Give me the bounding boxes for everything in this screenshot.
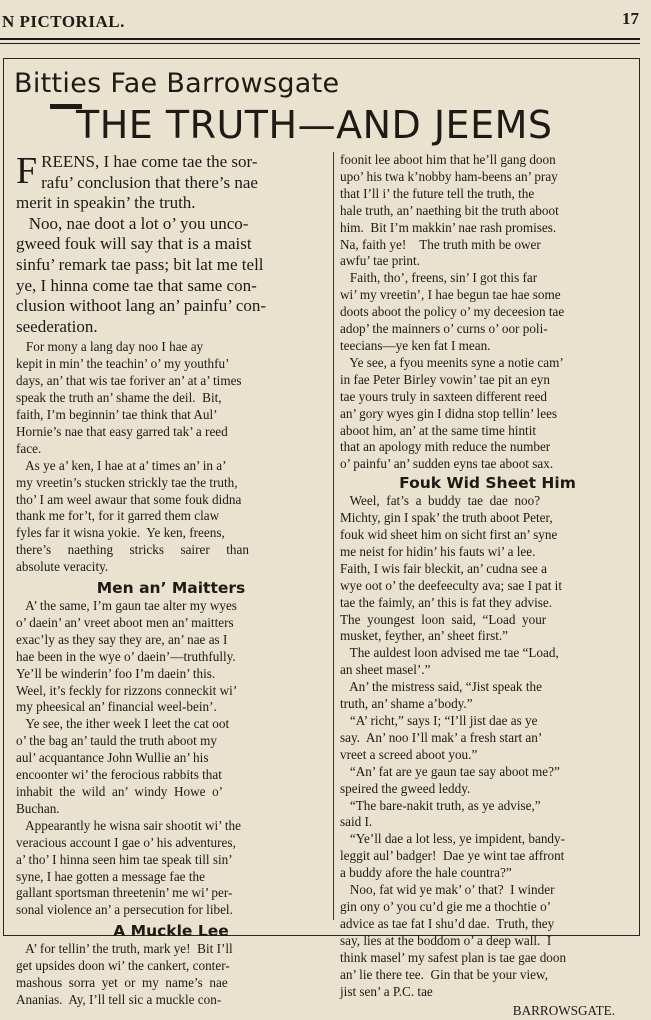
header-rule-thin (0, 43, 640, 44)
text-line: “A’ richt,” says I; “I’ll jist dae as ye (340, 713, 538, 728)
text-line: Noo, fat wid ye mak’ o’ that? I winder (340, 882, 555, 898)
text-line: faith, I’m beginnin’ tae think that Aul’ (16, 406, 218, 422)
text-line: o’ daein’ an’ vreet aboot men an’ maitters (16, 614, 234, 630)
text-line: inhabit the wild an’ windy Howe o’ (16, 784, 224, 799)
text-line: aul’ acquantance John Wullie an’ his (16, 750, 209, 766)
text-line: Appearantly he wisna sair shootit wi’ the (16, 817, 241, 833)
text-line: “The bare-nakit truth, as ye advise,” (340, 797, 541, 813)
subhead-fouk-wid-sheet-him: Fouk Wid Sheet Him (399, 474, 576, 493)
text-line: Hornie’s nae that easy garred tak’ a reed (16, 423, 228, 439)
text-line: thank me for’t, for it garred them claw (16, 508, 220, 524)
text-line: exac’ly as they say they are, an’ nae as I (16, 631, 228, 647)
page-number: 17 (622, 9, 639, 28)
text-line: truth, an’ shame a’body.” (340, 696, 473, 712)
text-line: hae been in the wye o’ daein’—truthfully. (16, 648, 236, 664)
article-kicker: Bitties Fae Barrowsgate (14, 68, 340, 99)
text-line: Weel, it’s feckly for rizzons conneckit wi’ (16, 682, 238, 698)
text-line: ye, I hinna come tae that same con- (16, 275, 257, 295)
text-line: Buchan. (16, 800, 60, 816)
text-line: The youngest loon said, “Load your (340, 611, 547, 627)
text-line: mashous sorra yet or my name’s nae (16, 975, 228, 991)
text-line: that I’ll i’ the future tell the truth, the (340, 185, 535, 201)
text-line: “An’ fat are ye gaun tae say aboot me?” (340, 763, 560, 779)
text-line: that an apology mith reduce the number (340, 439, 551, 455)
text-line: an’ gory wyes gin I didna stop tellin’ lees (340, 405, 558, 421)
text-line: merit in speakin’ the truth. (16, 193, 196, 213)
text-line: foonit lee aboot him that he’ll gang doon (340, 152, 556, 167)
text-line: sonal violence an’ a persecution for libel. (16, 902, 233, 918)
text-line: wi’ my vreetin’, I hae begun tae hae some (340, 287, 561, 303)
text-line: Faith, I wis fair bleckit, an’ cudna see a (340, 560, 548, 576)
text-line: absolute veracity. (16, 559, 109, 575)
text-line: vreet a screed aboot you.” (340, 746, 478, 762)
left-body-2 (16, 598, 326, 919)
text-line: me neist for hidin’ his fauts wi’ a lee. (340, 543, 536, 559)
text-line: said I. (340, 814, 373, 830)
page-header (0, 0, 651, 38)
text-line: doots aboot the policy o’ my deceesion tae (340, 304, 565, 320)
text-line: encoonter wi’ the ferocious rabbits that (16, 767, 222, 783)
text-line: Ye see, the ither week I leet the cat oot (16, 716, 230, 732)
article-headline: THE TRUTH—AND JEEMS (76, 103, 553, 147)
text-line: Faith, tho’, freens, sin’ I got this far (340, 270, 538, 286)
text-line: leggit aul’ badger! Dae ye wint tae affront (340, 848, 565, 864)
text-line: kepit in min’ the teachin’ o’ my youthfu’ (16, 356, 230, 372)
text-line: o’ the bag an’ tauld the truth aboot my (16, 733, 217, 749)
text-line: fyles far it wisna yokie. Ye ken, freens, (16, 525, 225, 541)
text-line: o’ painfu’ an’ sudden eyns tae aboot sax. (340, 456, 554, 472)
intro-lines (16, 152, 326, 337)
text-line: get upsides doon wi’ the cankert, conter- (16, 958, 230, 974)
text-line: teecians—ye ken fat I mean. (340, 337, 491, 353)
right-body-1 (340, 152, 635, 473)
right-column (340, 152, 635, 1020)
text-line: awfu’ tae print. (340, 253, 420, 269)
text-line: days, an’ that wis tae foriver an’ at a’ times (16, 373, 242, 389)
text-line: say. An’ noo I’ll mak’ a fresh start an’ (340, 729, 543, 745)
text-line: sinfu’ remark tae pass; bit lat me tell (16, 254, 264, 274)
text-line: a buddy afore the hale countra?” (340, 865, 512, 881)
text-line: aboot him, an’ at the same time hintit (340, 422, 537, 438)
drop-cap: F (16, 150, 38, 192)
text-line: say, lies at the boddom o’ a deep wall. I (340, 932, 552, 948)
text-line: jist sen’ a P.C. tae (340, 983, 433, 999)
text-line: a’ tho’ I hinna seen him tae speak till sin’ (16, 851, 233, 867)
text-line: Na, faith ye! The truth mith be ower (340, 236, 541, 252)
text-line: “Ye’ll dae a lot less, ye impident, bandy- (340, 831, 565, 847)
text-line: veracious account I gae o’ his adventures, (16, 834, 236, 850)
text-line: in fae Peter Birley vowin’ tae pit an eyn (340, 371, 550, 387)
text-line: syne, I hae gotten a message fae the (16, 868, 205, 884)
text-line: rafu’ conclusion that there’s nae (41, 172, 258, 192)
text-line: clusion withoot lang an’ painfu’ con- (16, 296, 267, 316)
text-line: think masel’ my safest plan is tae gae doon (340, 949, 567, 965)
header-rule (0, 38, 640, 40)
column-divider (333, 152, 334, 920)
text-line: hale truth, an’ naething bit the truth aboot (340, 202, 559, 218)
text-line: gweed fouk will say that is a maist (16, 234, 252, 254)
text-line: adop’ the mainners o’ curns o’ oor poli- (340, 321, 548, 337)
text-line: there’s naething stricks sairer than (16, 542, 249, 558)
text-line: an sheet masel’.” (340, 662, 431, 678)
text-line: upo’ his twa k’nobby ham-beens an’ pray (340, 168, 558, 184)
text-line: gin ony o’ you cu’d gie me a thochtie o’ (340, 898, 552, 914)
left-column (16, 152, 326, 1009)
subhead-men-an-maitters: Men an’ Maitters (96, 579, 246, 598)
text-line: A’ the same, I’m gaun tae alter my wyes (16, 598, 237, 614)
text-line: tae the faimly, an’ this is fat they advise. (340, 594, 553, 610)
text-line: tae yours truly in saxteen different reed (340, 388, 548, 404)
text-line: Weel, fat’s a buddy tae dae noo? (340, 493, 541, 509)
text-line: A’ for tellin’ the truth, mark ye! Bit I’ll (16, 941, 233, 957)
text-line: an’ lie there tee. Gin that be your view, (340, 966, 548, 982)
left-body-1 (16, 339, 326, 576)
text-line: my vreetin’s stucken strickly tae the truth, (16, 474, 238, 490)
text-line: As ye a’ ken, I hae at a’ times an’ in a’ (16, 457, 227, 473)
section-title: N PICTORIAL. (2, 12, 125, 31)
text-line: The auldest loon advised me tae “Load, (340, 645, 559, 661)
text-line: advice as tae fat I shu’d dae. Truth, they (340, 915, 555, 931)
right-body-2 (340, 493, 635, 1000)
text-line: my pheesical an’ financial weel-bein’. (16, 699, 217, 715)
text-line: musket, feyther, an’ sheet first.” (340, 628, 509, 644)
left-body-3 (16, 941, 326, 1009)
text-line: gallant sportsman threetenin’ me wi’ per- (16, 885, 233, 901)
text-line: him. Bit I’m makkin’ nae rash promises. (340, 219, 557, 235)
text-line: For mony a lang day noo I hae ay (16, 339, 204, 355)
subhead-a-muckle-lee: A Muckle Lee (113, 922, 229, 941)
text-line: wye oot o’ the deefeeculty ava; sae I pat it (340, 577, 563, 593)
text-line: Ye see, a fyou meenits syne a notie cam’ (340, 354, 564, 370)
text-line: Noo, nae doot a lot o’ you unco- (16, 213, 249, 233)
text-line: Ye’ll be winderin’ foo I’m daein’ this. (16, 665, 216, 681)
intro-paragraph (16, 152, 326, 337)
text-line: tho’ I am weel awaur that some fouk didna (16, 491, 242, 507)
text-line: REENS, I hae come tae the sor- (41, 152, 258, 171)
text-line: seederation. (16, 316, 98, 336)
text-line: Ananias. Ay, I’ll tell sic a muckle con- (16, 991, 222, 1007)
text-line: Michty, gin I spak’ the truth aboot Peter, (340, 510, 553, 526)
text-line: speak the truth an’ shame the deil. Bit, (16, 390, 222, 406)
text-line: face. (16, 440, 42, 456)
text-line: speired the gweed leddy. (340, 780, 471, 796)
text-line: An’ the mistress said, “Jist speak the (340, 679, 542, 695)
text-line: fouk wid sheet him on sicht first an’ syne (340, 527, 558, 543)
signature: BARROWSGATE. (512, 1003, 615, 1019)
